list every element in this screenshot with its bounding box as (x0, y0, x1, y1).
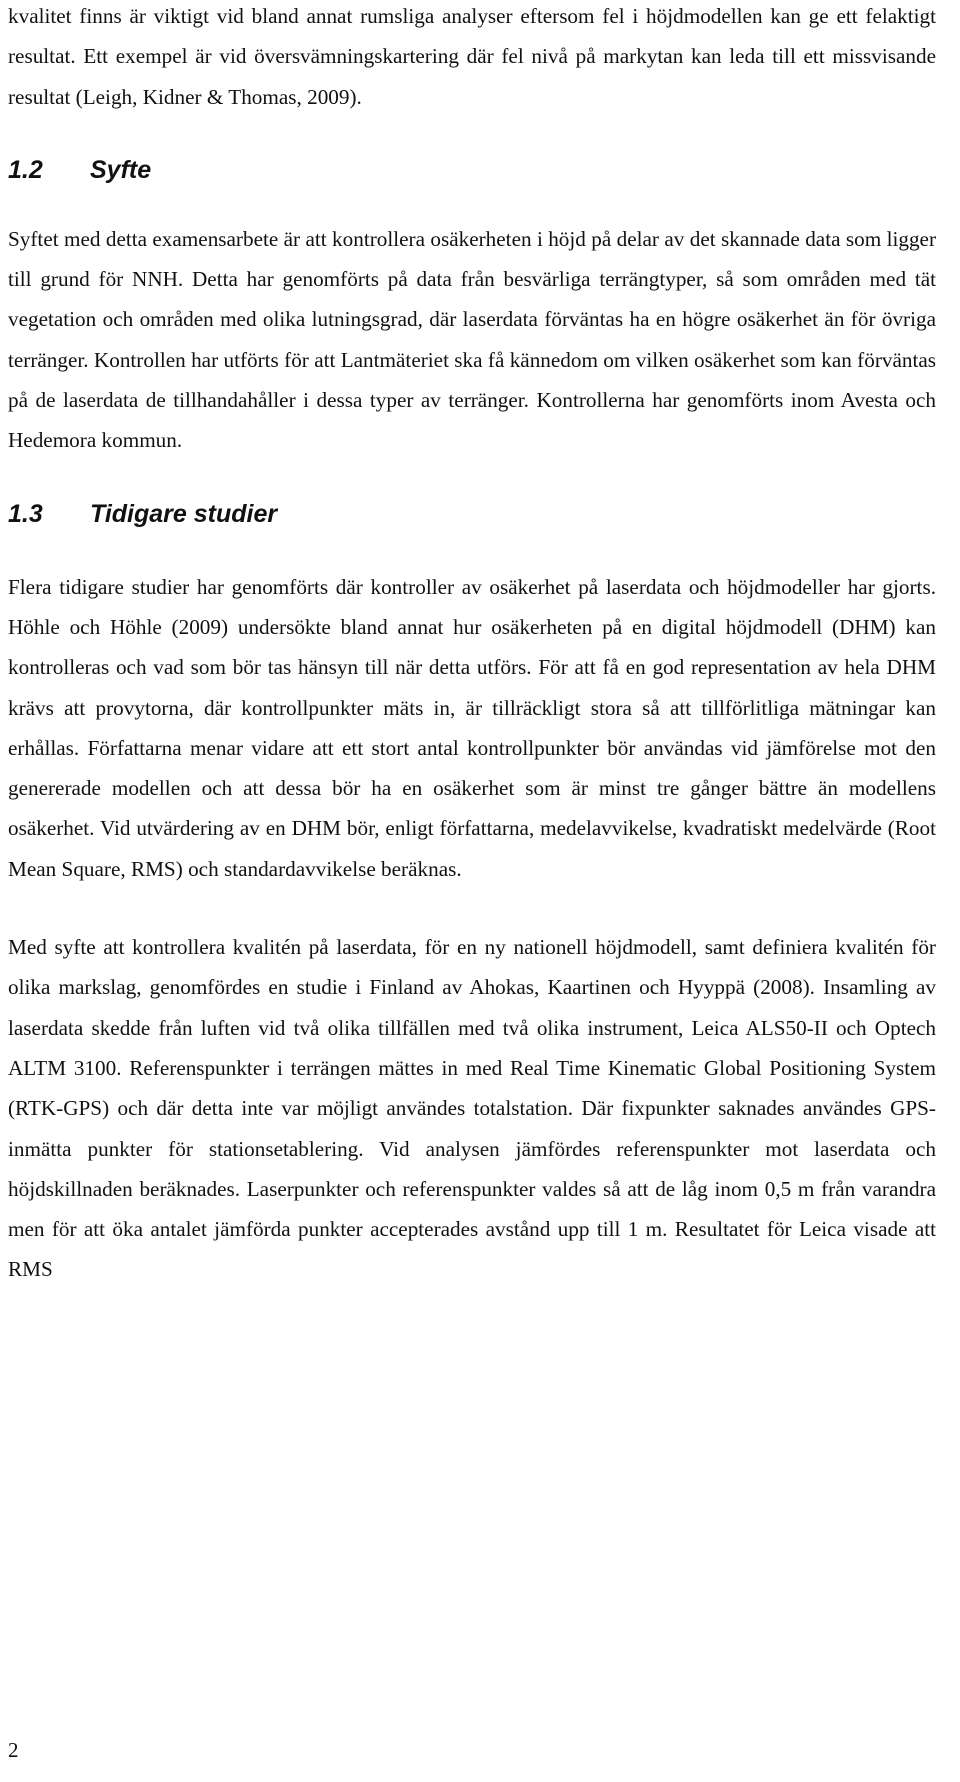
section-title: Tidigare studier (90, 499, 278, 528)
page-number: 2 (8, 1738, 19, 1762)
section-heading-tidigare-studier (8, 494, 936, 534)
paragraph-gap (8, 889, 936, 927)
section-title: Syfte (90, 155, 152, 184)
section-heading-syfte (8, 150, 936, 190)
intro-paragraph: kvalitet finns är viktigt vid bland annat rumsliga analyser eftersom fel i höjdmodellen kan ge ett felaktigt resultat. Ett exempel är vid översvämningskartering där fel nivå på markytan kan leda till ett missvisande resultat (Leigh, Kidner & Thomas, 2009). (8, 4, 936, 109)
syfte-paragraph: Syftet med detta examensarbete är att kontrollera osäkerheten i höjd på delar av det skannade data som ligger till grund för NNH. Detta har genomförts på data från besvärliga terrängtyper, så som områden med tät vegetation och områden med olika lutningsgrad, där laserdata förväntas ha en högre osäkerhet än för övriga terränger. Kontrollen har utförts för att Lantmäteriet ska få kännedom om vilken osäkerhet som kan förväntas på de laserdata de tillhandahåller i dessa typer av terränger. Kontrollerna har genomförts inom Avesta och Hedemora kommun. (8, 226, 936, 453)
tidigare-studier-paragraph-2: Med syfte att kontrollera kvalitén på laserdata, för en ny nationell höjdmodell, samt definiera kvalitén för olika markslag, genomfördes en studie i Finland av Ahokas, Kaartinen och Hyyppä (2008). Insamling av laserdata skedde från luften vid två olika tillfällen med två olika instrument, Leica ALS50-II och Optech ALTM 3100. Referenspunkter i terrängen mättes in med Real Time Kinematic Global Positioning System (RTK-GPS) och där detta inte var möjligt användes totalstation. Där fixpunkter saknades användes GPS-inmätta punkter för stationsetablering. Vid analysen jämfördes referenspunkter mot laserdata och höjdskillnaden beräknades. Laserpunkter och referenspunkter valdes så att de låg inom 0,5 m från varandra men för att öka antalet jämförda punkter accepterades avstånd upp till 1 m. Resultatet för Leica visade att RMS (8, 935, 936, 1282)
document-page (8, 0, 936, 1290)
tidigare-studier-paragraph-1: Flera tidigare studier har genomförts där kontroller av osäkerhet på laserdata och höjdmodeller har gjorts. Höhle och Höhle (2009) undersökte bland annat hur osäkerheten på en digital höjdmodell (DHM) kan kontrolleras och vad som bör tas hänsyn till när detta utförs. För att få en god representation av hela DHM krävs att provytorna, där kontrollpunkter mäts in, är tillräckligt stora så att tillförlitliga mätningar kan erhållas. Författarna menar vidare att ett stort antal kontrollpunkter bör användas vid jämförelse mot den genererade modellen och att dessa bör ha en osäkerhet som är minst tre gånger bättre än modellens osäkerhet. Vid utvärdering av en DHM bör, enligt författarna, medelavvikelse, kvadratiskt medelvärde (Root Mean Square, RMS) och standardavvikelse beräknas. (8, 574, 936, 881)
section-number: 1.2 (8, 155, 43, 184)
section-number: 1.3 (8, 499, 43, 528)
